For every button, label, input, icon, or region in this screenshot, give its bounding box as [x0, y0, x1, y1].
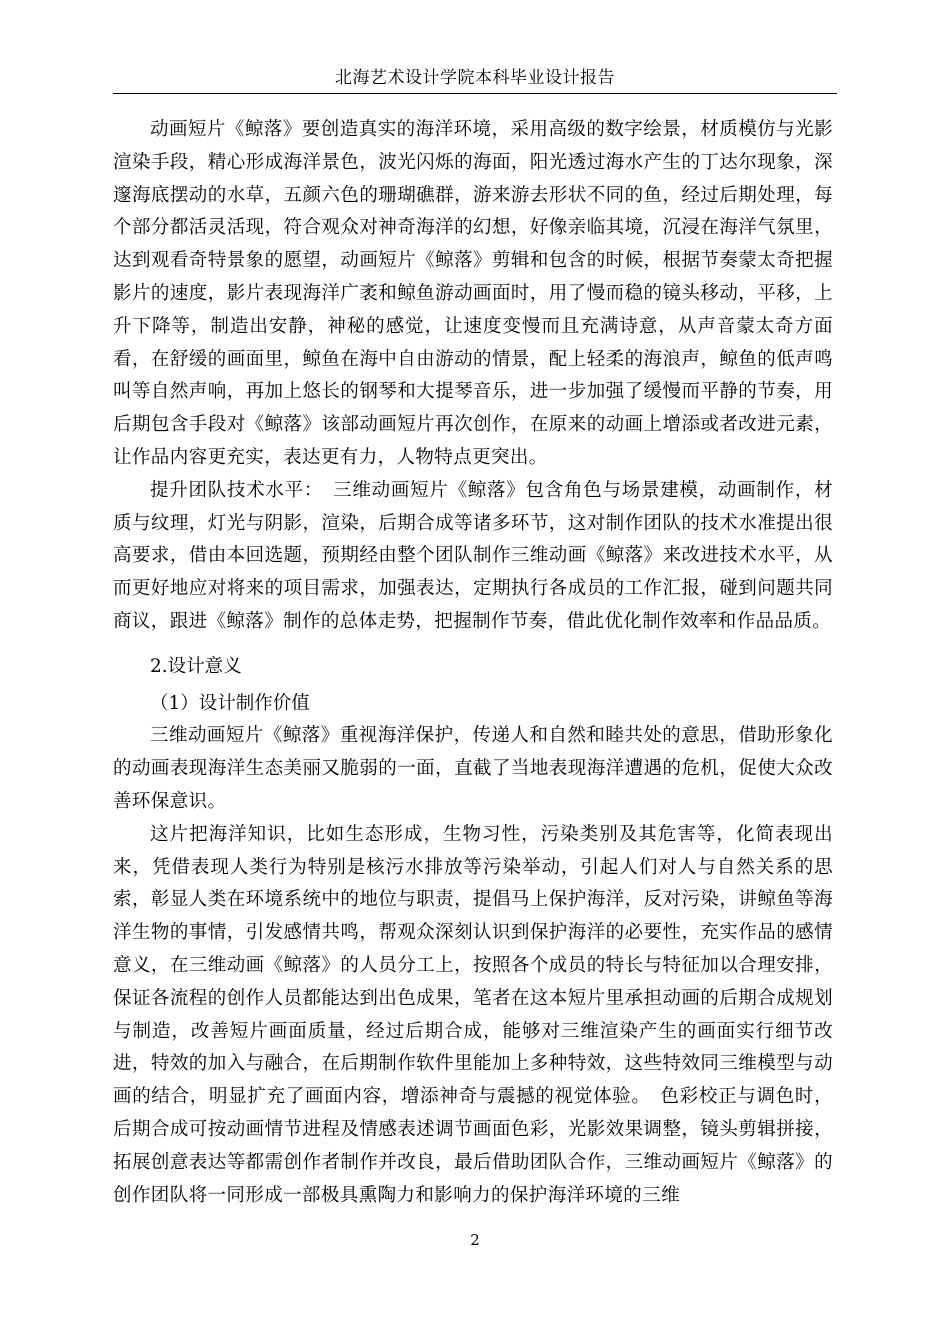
- paragraph-team-skill: 提升团队技术水平： 三维动画短片《鲸落》包含角色与场景建模，动画制作，材质与纹理，灯光与阴影，渲染，后期合成等诸多环节，这对制作团队的技术水准提出很高要求，借由本回选题，预期经由整个团队制作三维动画《鲸落》来改进技术水平，从而更好地应对将来的项目需求，加强表达，定期执行各成员的工作汇报，碰到问题共同商议，跟进《鲸落》制作的总体走势，把握制作节奏，借此优化制作效率和作品品质。: [113, 479, 833, 632]
- running-header: 北海艺术设计学院本科毕业设计报告: [335, 68, 615, 88]
- spacer: [113, 639, 833, 651]
- subsection-heading: （1）设计制作价值: [150, 692, 310, 714]
- section-heading: 2.设计意义: [150, 655, 242, 677]
- header-divider: [113, 93, 837, 94]
- paragraph-visual-effects: 动画短片《鲸落》要创造真实的海洋环境，采用高级的数字绘景，材质模仿与光影渲染手段，精心形成海洋景色，波光闪烁的海面，阳光透过海水产生的丁达尔现象，深邃海底摆动的水草，五颜六色的珊瑚礁群，游来游去形状不同的鱼，经过后期处理，每个部分都活灵活现，符合观众对神奇海洋的幻想，好像亲临其境，沉浸在海洋气氛里，达到观看奇特景象的愿望，动画短片《鲸落》剪辑和包含的时候，根据节奏蒙太奇把握影片的速度，影片表现海洋广袤和鲸鱼游动画面时，用了慢而稳的镜头移动，平移，上升下降等，制造出安静，神秘的感觉，让速度变慢而且充满诗意，从声音蒙太奇方面看，在舒缓的画面里，鲸鱼在海中自由游动的情景，配上轻柔的海浪声，鲸鱼的低声鸣叫等自然声响，再加上悠长的钢琴和大提琴音乐，进一步加强了缓慢而平静的节奏，用后期包含手段对《鲸落》该部动画短片再次创作，在原来的动画上增添或者改进元素，让作品内容更充实，表达更有力，人物特点更突出。: [113, 119, 833, 468]
- page-number: 2: [470, 1231, 480, 1249]
- paragraph-knowledge-and-compositing: 这片把海洋知识，比如生态形成，生物习性，污染类别及其危害等，化简表现出来，凭借表现人类行为特别是核污水排放等污染举动，引起人们对人与自然关系的思索，彰显人类在环境系统中的地位与职责，提倡马上保护海洋，反对污染，讲鲸鱼等海洋生物的事情，引发感情共鸣，帮观众深刻认识到保护海洋的必要性，充实作品的感情意义，在三维动画《鲸落》的人员分工上，按照各个成员的特长与特征加以合理安排，保证各流程的创作人员都能达到出色成果，笔者在这本短片里承担动画的后期合成规划与制造，改善短片画面质量，经过后期合成，能够对三维渲染产生的画面实行细节改进，特效的加入与融合，在后期制作软件里能加上多种特效，这些特效同三维模型与动画的结合，明显扩充了画面内容，增添神奇与震撼的视觉体验。 色彩校正与调色时，后期合成可按动画情节进程及情感表述调节画面色彩，光影效果调整，镜头剪辑拼接，拓展创意表达等都需创作者制作并改良，最后借助团队合作，三维动画短片《鲸落》的创作团队将一同形成一部极具熏陶力和影响力的保护海洋环境的三维: [113, 823, 833, 1206]
- paragraph-ocean-protection: 三维动画短片《鲸落》重视海洋保护，传递人和自然和睦共处的意思，借助形象化的动画表现海洋生态美丽又脆弱的一面，直截了当地表现海洋遭遇的危机，促使大众改善环保意识。: [113, 725, 833, 812]
- body-text: [113, 114, 833, 1212]
